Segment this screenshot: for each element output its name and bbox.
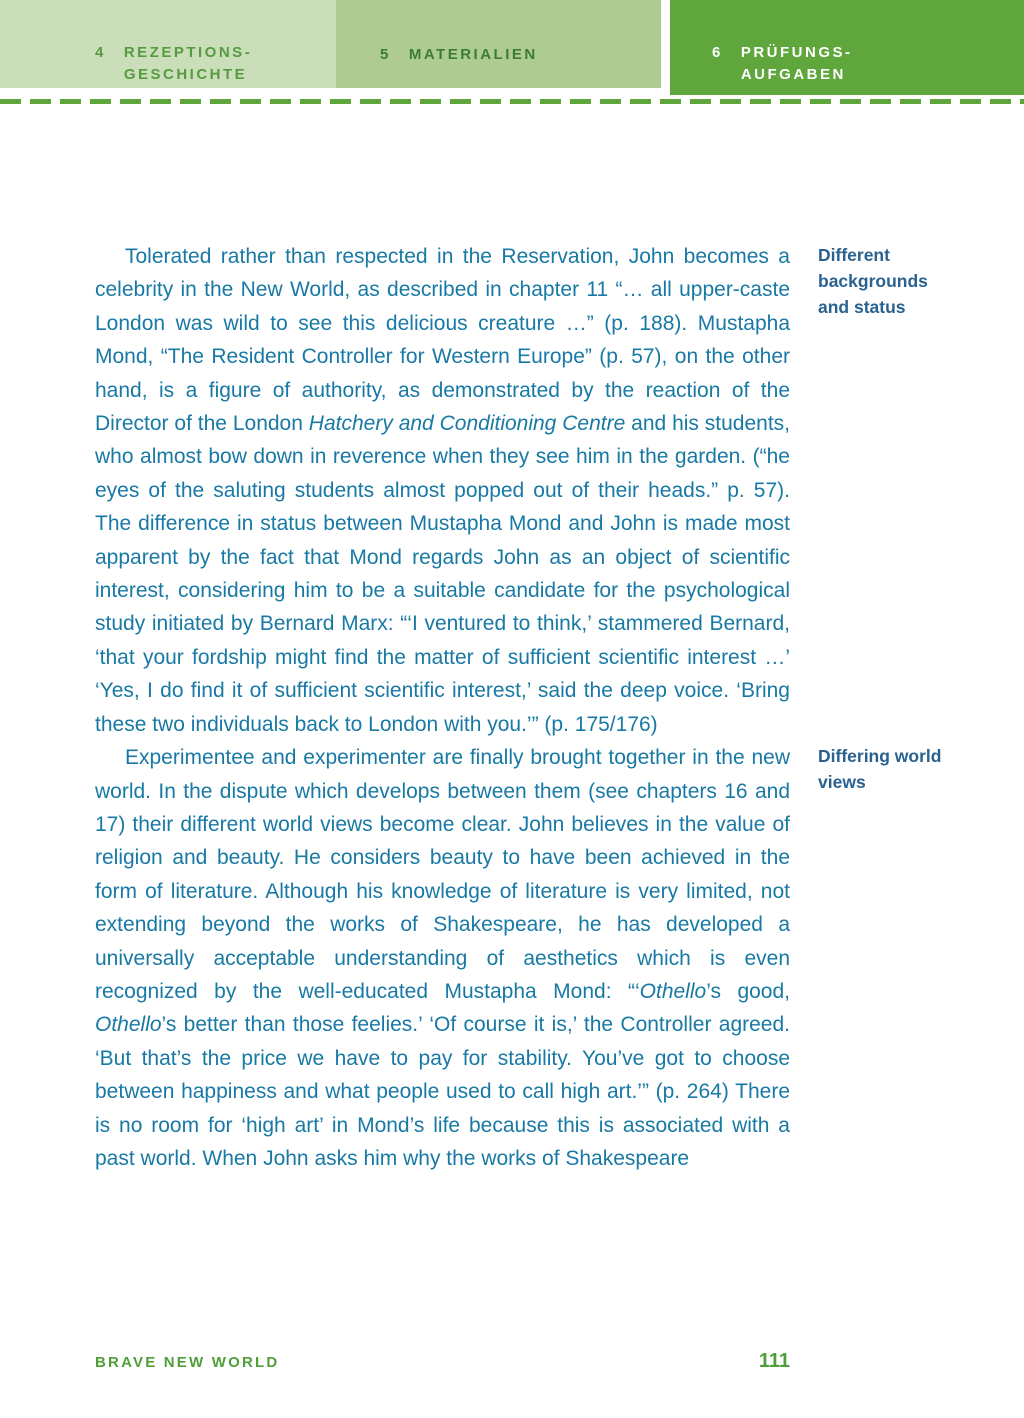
tab-number: 4 xyxy=(95,44,106,61)
text-segment: ’s better than those feelies.’ ‘Of course it is,’ the Controller agreed. ‘But that’s the price we have to pay for stability. You’ve got to choose between happiness and what people used to call high art.’” (p. 264) There is no room for ‘high art’ in Mond’s life because this is associated with a past world. When John asks him why the works of Shakespeare xyxy=(95,1013,790,1170)
tab-label-line: GESCHICHTE xyxy=(123,66,248,83)
page-number: 111 xyxy=(758,1350,790,1372)
text-segment: Experimentee and experimenter are finally brought together in the new world. In the dispute which develops between them (see chapters 16 and 17) their different world views become clear. John believes in the value of religion and beauty. He considers beauty to have been achieved in the form of literature. Although his knowledge of literature is very limited, not extending beyond the works of Shakespeare, he has developed a universally acceptable understanding of aesthetics which is even recognized by the well-educated Mustapha Mond: “‘ xyxy=(95,746,790,1003)
tab-label-line: REZEPTIONS- xyxy=(123,44,253,61)
tab-label-line: MATERIALIEN xyxy=(408,46,538,63)
margin-note-1: Different backgrounds and status xyxy=(818,245,928,317)
tab-label-line: PRÜFUNGS- xyxy=(740,44,853,61)
tab-label xyxy=(741,42,853,86)
tab-number: 6 xyxy=(712,44,723,61)
tab-rezeptionsgeschichte xyxy=(0,0,336,88)
body-paragraph-2 xyxy=(95,741,790,1175)
dashed-divider xyxy=(0,99,1024,104)
book-title: BRAVE NEW WORLD xyxy=(95,1354,280,1371)
italic-text-segment: Hatchery and Conditioning Centre xyxy=(308,412,626,436)
tab-label xyxy=(409,44,538,66)
italic-text-segment: Othello xyxy=(639,979,707,1003)
tab-materialien xyxy=(336,0,661,88)
text-segment: ’s good, xyxy=(706,979,790,1003)
tab-content xyxy=(336,0,661,66)
text-segment: and his students, who almost bow down in reverence when they see him in the garden. (“he eyes of the saluting students almost popped out of their heads.” p. 57). The difference in status between Mustapha Mond and John is made most apparent by the fact that Mond regards John as an object of scientific interest, considering him to be a suitable candidate for the psychological study initiated by Bernard Marx: “‘I ventured to think,’ stammered Bernard, ‘that your fordship might find the matter of sufficient scientific interest …’ ‘Yes, I do find it of sufficient scientific interest,’ said the deep voice. ‘Bring these two individuals back to London with you.’” (p. 175/176) xyxy=(95,412,791,736)
page-body xyxy=(95,240,960,1175)
tab-pruefungsaufgaben xyxy=(670,0,1024,95)
paragraph-row xyxy=(95,741,960,1175)
text-segment: Tolerated rather than respected in the Reservation, John becomes a celebrity in the New World, as described in chapter 11 “… all upper-caste London was wild to see this delicious creature …” (p. 188). Mustapha Mond, “The Resident Controller for Western Europe” (p. 57), on the other hand, is a figure of authority, as demonstrated by the reaction of the Director of the London xyxy=(95,245,790,436)
page-footer xyxy=(95,1350,790,1373)
tab-content xyxy=(0,0,336,86)
tab-number: 5 xyxy=(380,46,391,63)
italic-text-segment: Othello xyxy=(95,1013,162,1037)
chapter-tab-bar xyxy=(0,0,1024,104)
body-paragraph-1 xyxy=(95,240,790,741)
margin-note-2: Differing world views xyxy=(818,746,942,793)
tab-content xyxy=(670,0,1024,86)
paragraph-row xyxy=(95,240,960,741)
tab-label-line: AUFGABEN xyxy=(740,66,846,83)
tab-label xyxy=(124,42,252,86)
